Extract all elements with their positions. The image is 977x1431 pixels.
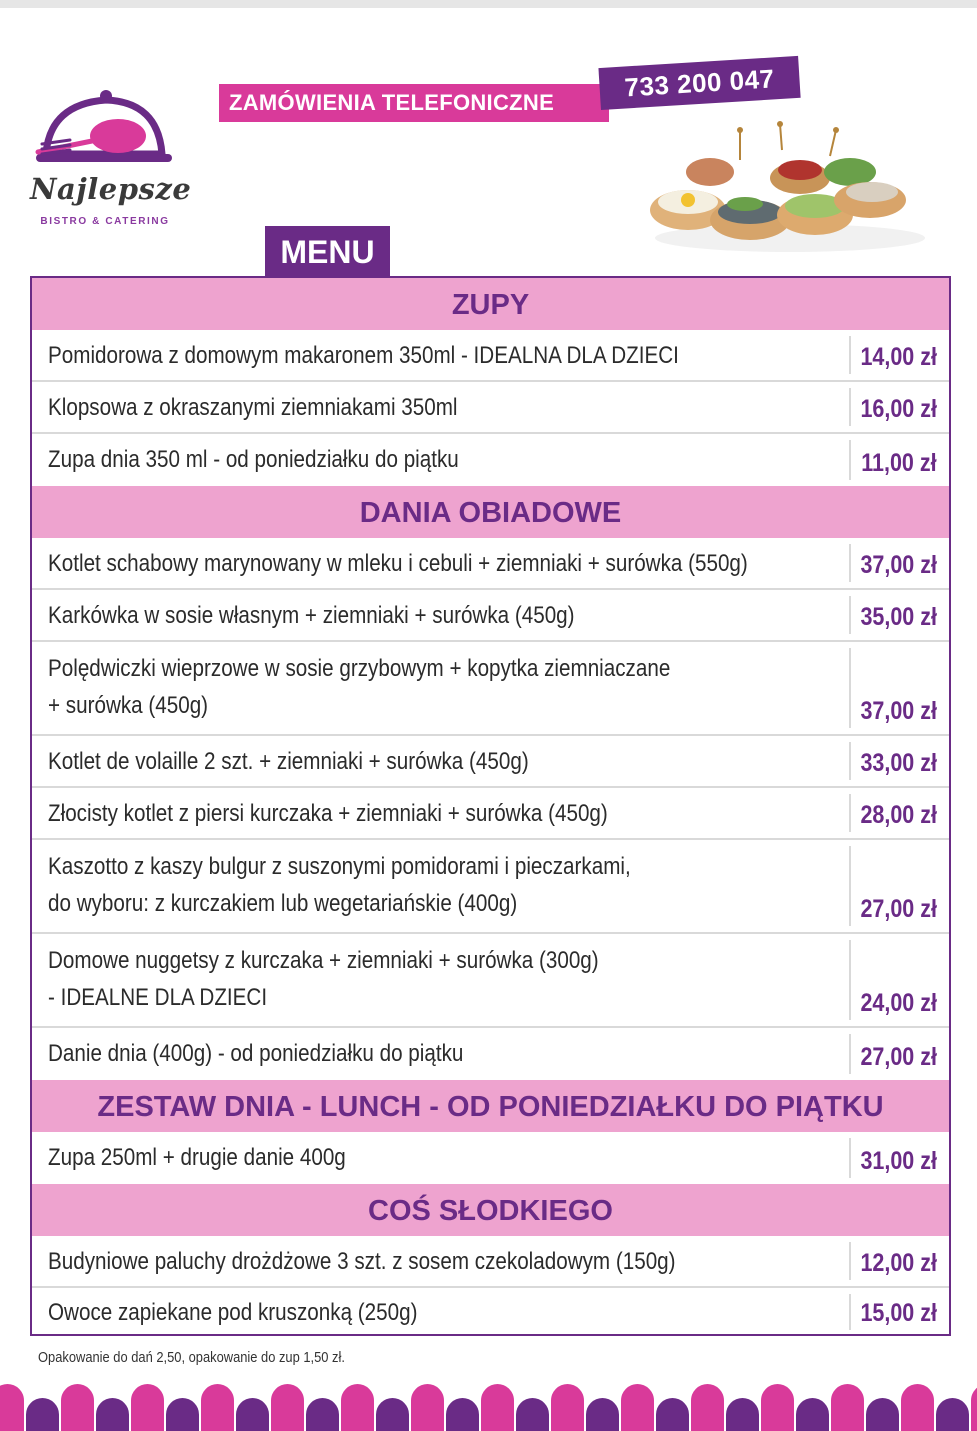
section-header-cos-slodkiego: COŚ SŁODKIEGO [32,1184,949,1236]
scallop-shape [26,1398,59,1431]
price-cell [849,846,949,926]
scallop-shape [96,1398,129,1431]
menu-item[interactable] [32,1132,949,1184]
item-name: Pomidorowa z domowym makaronem 350ml - IDEALNA DLA DZIECI [48,342,679,369]
scallop-shape [516,1398,549,1431]
price-cell [849,1034,949,1074]
scallop-shape [831,1384,864,1431]
canapes-image [640,120,930,260]
menu-item[interactable] [32,736,949,788]
price-cell [849,1242,949,1280]
scallop-shape [131,1384,164,1431]
menu-item[interactable] [32,382,949,434]
menu-item[interactable] [32,642,949,736]
scallop-shape [0,1384,24,1431]
item-price: 14,00 zł [860,343,937,371]
item-name: Budyniowe paluchy drożdżowe 3 szt. z sosem czekoladowym (150g) [48,1248,676,1275]
item-name: Polędwiczki wieprzowe w sosie grzybowym + kopytka ziemniaczane + surówka (450g) [48,655,671,719]
item-name: Karkówka w sosie własnym + ziemniaki + surówka (450g) [48,602,575,629]
scallop-shape [586,1398,619,1431]
scallop-shape [796,1398,829,1431]
item-price: 15,00 zł [860,1299,937,1327]
price-cell [849,544,949,582]
item-price: 27,00 zł [860,895,937,923]
item-price: 11,00 zł [861,449,937,477]
scallop-shape [691,1384,724,1431]
item-name: Domowe nuggetsy z kurczaka + ziemniaki + surówka (300g) - IDEALNE DLA DZIECI [48,947,599,1011]
menu-item[interactable] [32,840,949,934]
menu-item[interactable] [32,1288,949,1336]
menu-table [30,276,951,1336]
scallop-shape [201,1384,234,1431]
menu-item[interactable] [32,590,949,642]
scallop-shape [446,1398,479,1431]
phone-order-banner: ZAMÓWIENIA TELEFONICZNE [219,84,609,122]
scallop-shape [61,1384,94,1431]
scallop-shape [341,1384,374,1431]
item-name: Kotlet de volaille 2 szt. + ziemniaki + surówka (450g) [48,748,529,775]
item-price: 35,00 zł [860,603,937,631]
scallop-shape [761,1384,794,1431]
scallop-shape [621,1384,654,1431]
item-name: Klopsowa z okraszanymi ziemniakami 350ml [48,394,458,421]
menu-title: MENU [265,226,390,276]
scallop-shape [936,1398,969,1431]
section-header-dania-obiadowe: DANIA OBIADOWE [32,486,949,538]
brand-name: Najlepsze [30,172,192,206]
scallop-shape [901,1384,934,1431]
scallop-border-decoration [0,1380,977,1431]
item-name: Zupa 250ml + drugie danie 400g [48,1144,346,1171]
scallop-shape [656,1398,689,1431]
scallop-shape [971,1384,977,1431]
item-price: 33,00 zł [860,749,937,777]
price-cell [849,1294,949,1330]
phone-number[interactable]: 733 200 047 [598,56,800,110]
menu-item[interactable] [32,1028,949,1080]
scallop-shape [866,1398,899,1431]
menu-item[interactable] [32,434,949,486]
scallop-shape [306,1398,339,1431]
scallop-shape [726,1398,759,1431]
item-price: 24,00 zł [860,989,937,1017]
item-price: 37,00 zł [860,697,937,725]
packaging-footnote: Opakowanie do dań 2,50, opakowanie do zup 1,50 zł. [38,1349,345,1366]
scallop-shape [376,1398,409,1431]
price-cell [849,794,949,832]
item-name: Danie dnia (400g) - od poniedziałku do piątku [48,1040,464,1067]
scallop-shape [236,1398,269,1431]
menu-item[interactable] [32,538,949,590]
price-cell [849,388,949,426]
item-price: 27,00 zł [860,1043,937,1071]
item-name: Kaszotto z kaszy bulgur z suszonymi pomidorami i pieczarkami, do wyboru: z kurczakiem lub wegetariańskie (400g) [48,853,631,917]
menu-item[interactable] [32,934,949,1028]
scallop-shape [271,1384,304,1431]
price-cell [849,742,949,780]
item-price: 16,00 zł [860,395,937,423]
menu-item[interactable] [32,330,949,382]
cloche-logo-icon [34,86,184,236]
item-price: 37,00 zł [860,551,937,579]
section-header-zupy: ZUPY [32,278,949,330]
item-name: Zupa dnia 350 ml - od poniedziałku do piątku [48,446,459,473]
item-name: Kotlet schabowy marynowany w mleku i cebuli + ziemniaki + surówka (550g) [48,550,748,577]
scallop-shape [481,1384,514,1431]
menu-item[interactable] [32,788,949,840]
price-cell [849,336,949,374]
item-price: 12,00 zł [860,1249,937,1277]
item-name: Owoce zapiekane pod kruszonką (250g) [48,1299,418,1326]
menu-item[interactable] [32,1236,949,1288]
scallop-shape [166,1398,199,1431]
scallop-shape [551,1384,584,1431]
item-price: 28,00 zł [860,801,937,829]
price-cell [849,1138,949,1178]
item-name: Złocisty kotlet z piersi kurczaka + ziemniaki + surówka (450g) [48,800,608,827]
price-cell [849,596,949,634]
section-header-zestaw-dnia: ZESTAW DNIA - LUNCH - OD PONIEDZIAŁKU DO PIĄTKU [32,1080,949,1132]
item-price: 31,00 zł [860,1147,937,1175]
price-cell [849,440,949,480]
scallop-shape [411,1384,444,1431]
top-border [0,0,977,8]
price-cell [849,648,949,728]
brand-subtitle: BISTRO & CATERING [40,216,170,227]
price-cell [849,940,949,1020]
